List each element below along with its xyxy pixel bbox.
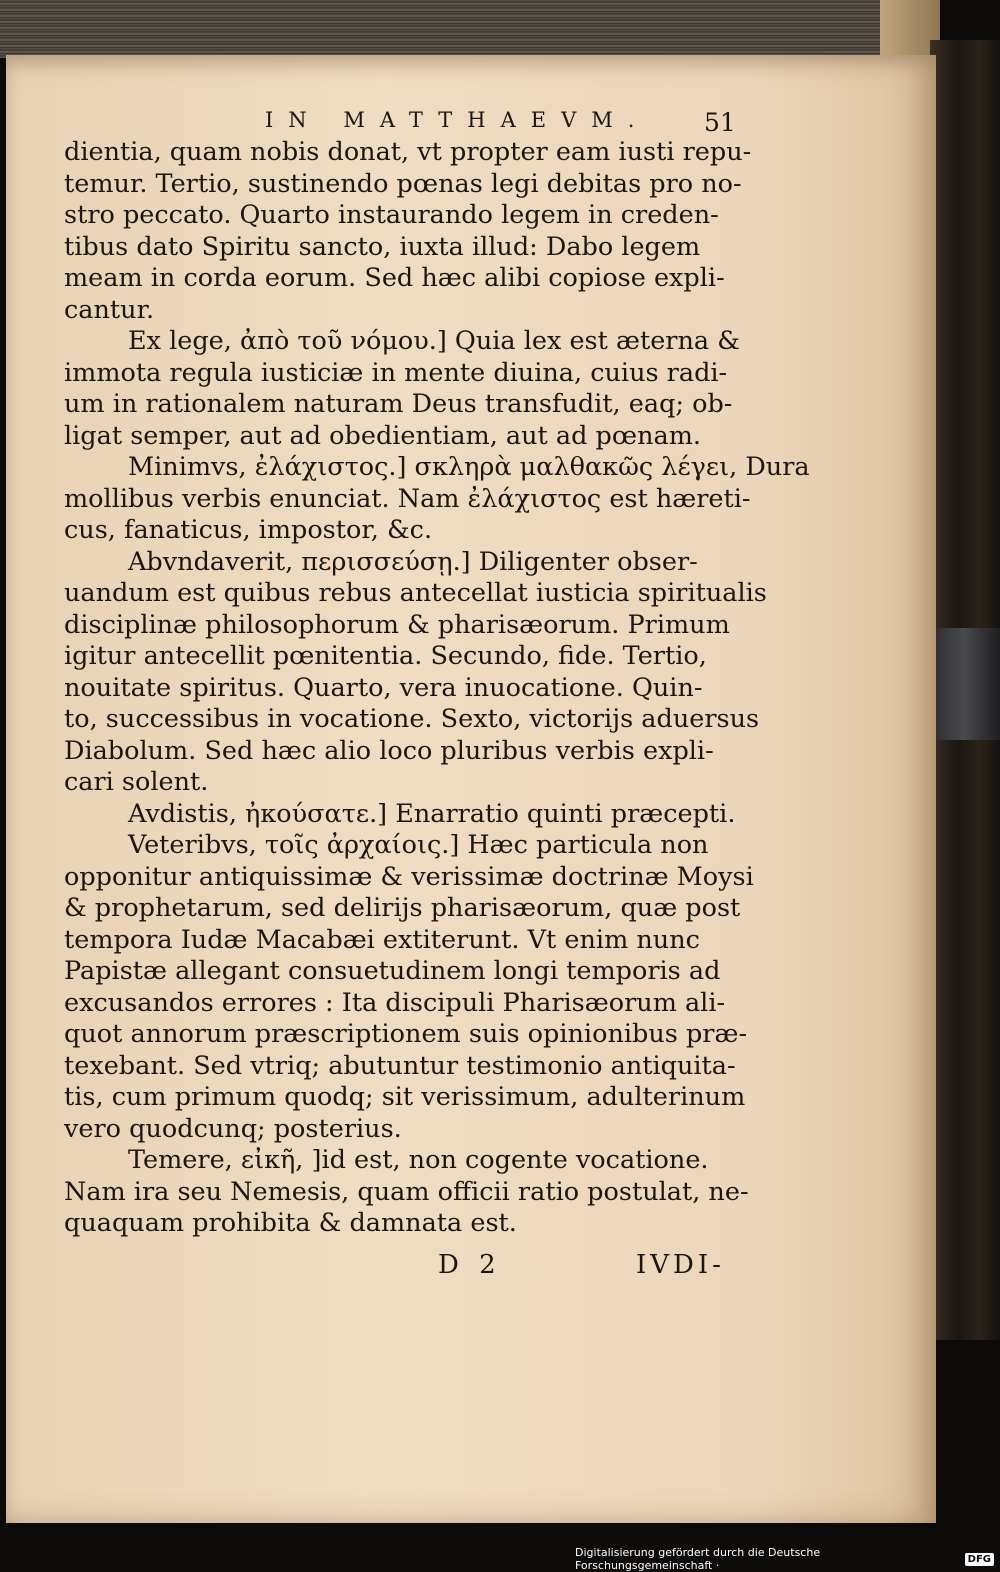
- text-line: temur. Tertio, sustinendo pœnas legi debitas pro no-: [64, 168, 742, 199]
- text-line: tis, cum primum quodq; sit verissimum, adulterinum: [64, 1082, 746, 1112]
- text-line: dientia, quam nobis donat, vt propter eam iusti repu-: [64, 137, 752, 167]
- text-line: mollibus verbis enunciat. Nam ἐλάχιστος est hæreti-: [64, 483, 751, 514]
- page-clip: [928, 628, 1000, 740]
- text-line: igitur antecellit pœnitentia. Secundo, fide. Tertio,: [64, 641, 707, 671]
- text-line: opponitur antiquissimæ & verissimæ doctrinæ Moysi: [64, 861, 754, 892]
- text-line: quaquam prohibita & damnata est.: [64, 1208, 517, 1238]
- text-line: Diabolum. Sed hæc alio loco pluribus verbis expli-: [64, 735, 714, 766]
- text-line: uandum est quibus rebus antecellat iusticia spiritualis: [64, 578, 767, 608]
- text-line: um in rationalem naturam Deus transfudit, eaq; ob-: [64, 389, 733, 419]
- credit-text: Digitalisierung gefördert durch die Deutsche Forschungsgemeinschaft ·: [575, 1546, 821, 1572]
- text-line: tempora Iudæ Macabæi extiterunt. Vt enim nunc: [64, 924, 700, 955]
- lemma-line: Ex lege, ἀπὸ τοῦ νόμου.] Quia lex est æterna &: [128, 326, 740, 356]
- text-line: nouitate spiritus. Quarto, vera inuocatione. Quin-: [64, 672, 703, 703]
- text-line: vero quodcunq; posterius.: [64, 1113, 402, 1144]
- lemma-line: Minimvs, ἐλάχιστος.] σκληρὰ μαλθακῶς λέγει, Dura: [128, 452, 810, 482]
- text-line: cari solent.: [64, 767, 209, 797]
- page-number: 51: [704, 108, 736, 137]
- text-line: cus, fanaticus, impostor, &c.: [64, 515, 433, 545]
- text-line: texebant. Sed vtriq; abutuntur testimonio antiquita-: [64, 1050, 736, 1081]
- text-line: stro peccato. Quarto instaurando legem in creden-: [64, 200, 719, 230]
- signature-mark: D 2: [438, 1250, 502, 1280]
- digitization-credit: [575, 1546, 1000, 1572]
- page-body: [64, 137, 810, 1240]
- text-line: & prophetarum, sed delirijs pharisæorum, quæ post: [64, 893, 741, 923]
- text-line: Papistæ allegant consuetudinem longi temporis ad: [64, 956, 721, 986]
- lemma-line: Veteribvs, τοῖς ἀρχαίοις.] Hæc particula non: [128, 830, 709, 860]
- page-stack-edge: [0, 0, 905, 58]
- text-line: ligat semper, aut ad obedientiam, aut ad pœnam.: [64, 420, 701, 451]
- lemma-line: Temere, εἰκῆ, ]id est, non cogente vocatione.: [128, 1145, 709, 1175]
- text-line: immota regula iusticiæ in mente diuina, cuius radi-: [64, 357, 728, 388]
- dfg-logo: DFG: [965, 1553, 994, 1566]
- lemma-line: Avdistis, ἠκούσατε.] Enarratio quinti præcepti.: [128, 798, 736, 829]
- text-line: meam in corda eorum. Sed hæc alibi copiose expli-: [64, 263, 725, 293]
- running-head: IN MATTHAEVM.: [265, 108, 650, 132]
- text-line: quot annorum præscriptionem suis opinionibus præ-: [64, 1019, 748, 1049]
- text-line: tibus dato Spiritu sancto, iuxta illud: Dabo legem: [64, 231, 701, 262]
- catchword: IVDI-: [636, 1250, 725, 1280]
- text-line: to, successibus in vocatione. Sexto, victorijs aduersus: [64, 704, 760, 734]
- text-line: Nam ira seu Nemesis, quam officii ratio postulat, ne-: [64, 1176, 749, 1207]
- text-line: cantur.: [64, 294, 155, 325]
- text-line: disciplinæ philosophorum & pharisæorum. Primum: [64, 609, 730, 640]
- text-line: excusandos errores : Ita discipuli Pharisæorum ali-: [64, 987, 726, 1018]
- lemma-line: Abvndaverit, περισσεύσῃ.] Diligenter obser-: [128, 546, 698, 577]
